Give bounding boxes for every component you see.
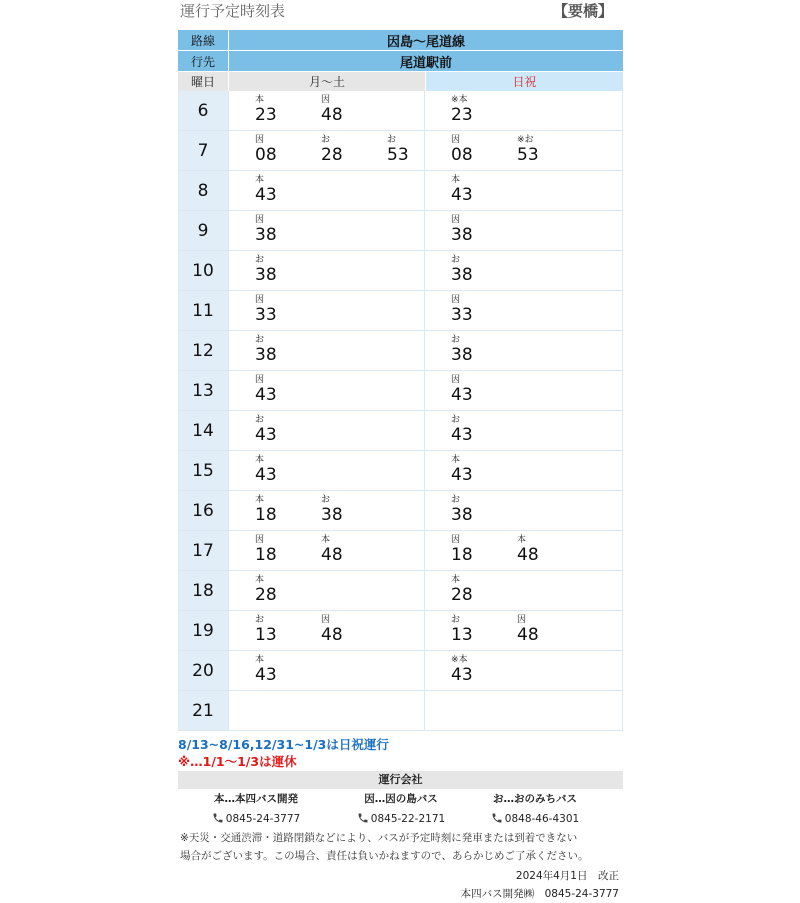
operator-mark: お xyxy=(451,335,461,345)
operator-mark: 因 xyxy=(321,615,331,625)
departure-minute: 38 xyxy=(451,265,473,285)
departure-minute: 48 xyxy=(517,545,539,565)
operator-mark: 本 xyxy=(255,575,265,585)
departure-minute: 28 xyxy=(451,585,473,605)
operator-innoshima xyxy=(326,791,476,827)
phone-icon xyxy=(212,812,224,824)
departure-minute: 38 xyxy=(451,505,473,525)
weekday-cell xyxy=(228,331,425,370)
suspension-note: ※…1/1〜1/3は運休 xyxy=(178,754,297,769)
hour-row xyxy=(178,91,623,131)
holiday-cell xyxy=(425,171,623,210)
operator-mark: 本 xyxy=(321,535,331,545)
operator-mark: 因 xyxy=(517,615,527,625)
hour-row xyxy=(178,131,623,171)
timetable-body xyxy=(178,91,623,731)
departure-minute: 18 xyxy=(255,545,277,565)
hour-row xyxy=(178,171,623,211)
holiday-cell xyxy=(425,251,623,290)
hour-row xyxy=(178,291,623,331)
hour-row xyxy=(178,611,623,651)
operator-mark: お xyxy=(321,495,331,505)
departure-minute: 38 xyxy=(451,225,473,245)
holiday-cell xyxy=(425,331,623,370)
operator-mark: 本 xyxy=(255,95,265,105)
operator-phone-number: 0848-46-4301 xyxy=(504,813,580,825)
title-bar xyxy=(178,0,623,30)
weekday-cell xyxy=(228,131,425,170)
hour-row xyxy=(178,651,623,691)
operator-name: お…おのみちバス xyxy=(493,793,577,805)
departure-minute: 08 xyxy=(255,145,277,165)
hour-row xyxy=(178,411,623,451)
operator-mark: お xyxy=(451,615,461,625)
departure-minute: 13 xyxy=(451,625,473,645)
hour-row xyxy=(178,211,623,251)
operator-mark: お xyxy=(451,415,461,425)
departure-minute: 23 xyxy=(255,105,277,125)
departure-minute: 48 xyxy=(321,625,343,645)
hour-label: 21 xyxy=(178,691,228,730)
hour-label: 17 xyxy=(178,531,228,570)
phone-icon xyxy=(491,812,503,824)
holiday-cell xyxy=(425,571,623,610)
operator-mark: お xyxy=(255,415,265,425)
operator-mark: 本 xyxy=(451,455,461,465)
hour-label: 6 xyxy=(178,91,228,130)
route-value: 因島〜尾道線 xyxy=(229,30,623,50)
holiday-cell xyxy=(425,451,623,490)
day-type-row xyxy=(178,72,623,91)
weekday-cell xyxy=(228,531,425,570)
departure-minute: 43 xyxy=(255,385,277,405)
departure-minute: 43 xyxy=(255,465,277,485)
departure-minute: 18 xyxy=(451,545,473,565)
weekday-cell xyxy=(228,211,425,250)
holiday-operation-note: 8/13~8/16,12/31~1/3は日祝運行 xyxy=(178,737,389,752)
disclaimer-line: 場合がございます。この場合、責任は負いかねますので、あらかじめご了承ください。 xyxy=(180,850,589,862)
hour-label: 14 xyxy=(178,411,228,450)
departure-minute: 38 xyxy=(255,345,277,365)
operators-title: 運行会社 xyxy=(178,771,623,789)
hour-label: 13 xyxy=(178,371,228,410)
weekday-cell xyxy=(228,651,425,690)
departure-minute: 33 xyxy=(451,305,473,325)
departure-minute: 38 xyxy=(451,345,473,365)
stop-name: 【要橋】 xyxy=(552,2,613,20)
operator-phone xyxy=(460,811,610,827)
departure-minute: 43 xyxy=(255,185,277,205)
departure-minute: 28 xyxy=(321,145,343,165)
operator-mark: 本 xyxy=(517,535,527,545)
timetable-sheet xyxy=(178,0,623,731)
hour-label: 8 xyxy=(178,171,228,210)
weekday-cell xyxy=(228,571,425,610)
operator-phone-number: 0845-24-3777 xyxy=(225,813,301,825)
operator-mark: ※本 xyxy=(451,655,468,665)
operator-phone xyxy=(326,811,476,827)
operator-mark: お xyxy=(255,255,265,265)
operator-mark: お xyxy=(387,135,397,145)
operator-mark: 因 xyxy=(255,375,265,385)
disclaimer-line: ※天災・交通渋滞・道路閉鎖などにより、バスが予定時刻に発車または到着できない xyxy=(180,832,578,844)
operator-mark: お xyxy=(255,615,265,625)
page-title: 運行予定時刻表 xyxy=(180,2,286,20)
weekday-header: 月〜土 xyxy=(229,72,425,91)
departure-minute: 38 xyxy=(321,505,343,525)
operator-mark: 因 xyxy=(451,215,461,225)
weekday-cell xyxy=(228,291,425,330)
weekday-cell xyxy=(228,371,425,410)
operator-onomichi xyxy=(460,791,610,827)
departure-minute: 53 xyxy=(517,145,539,165)
hour-row xyxy=(178,451,623,491)
hour-row xyxy=(178,531,623,571)
hour-row xyxy=(178,491,623,531)
destination-label: 行先 xyxy=(178,51,228,71)
holiday-cell xyxy=(425,491,623,530)
operator-mark: お xyxy=(451,495,461,505)
departure-minute: 33 xyxy=(255,305,277,325)
operator-phone xyxy=(181,811,331,827)
holiday-cell xyxy=(425,91,623,130)
operator-mark: 因 xyxy=(255,295,265,305)
hour-label: 15 xyxy=(178,451,228,490)
day-label: 曜日 xyxy=(178,72,228,91)
holiday-cell xyxy=(425,411,623,450)
weekday-cell xyxy=(228,251,425,290)
departure-minute: 43 xyxy=(255,425,277,445)
route-row xyxy=(178,30,623,50)
weekday-cell xyxy=(228,691,425,730)
holiday-cell xyxy=(425,651,623,690)
hour-row xyxy=(178,691,623,731)
departure-minute: 13 xyxy=(255,625,277,645)
departure-minute: 48 xyxy=(517,625,539,645)
operator-mark: お xyxy=(255,335,265,345)
operator-honshi xyxy=(181,791,331,827)
departure-minute: 08 xyxy=(451,145,473,165)
operator-name: 本…本四バス開発 xyxy=(214,793,298,805)
departure-minute: 53 xyxy=(387,145,409,165)
departure-minute: 43 xyxy=(255,665,277,685)
operator-mark: 因 xyxy=(255,135,265,145)
operator-mark: 本 xyxy=(255,495,265,505)
hour-row xyxy=(178,251,623,291)
operator-mark: 本 xyxy=(451,575,461,585)
weekday-cell xyxy=(228,411,425,450)
departure-minute: 43 xyxy=(451,465,473,485)
departure-minute: 43 xyxy=(451,665,473,685)
operator-mark: 本 xyxy=(255,455,265,465)
departure-minute: 43 xyxy=(451,185,473,205)
operator-mark: 本 xyxy=(255,655,265,665)
operator-mark: 因 xyxy=(451,295,461,305)
weekday-cell xyxy=(228,171,425,210)
hour-label: 10 xyxy=(178,251,228,290)
holiday-cell xyxy=(425,211,623,250)
departure-minute: 48 xyxy=(321,105,343,125)
hour-row xyxy=(178,331,623,371)
hour-label: 18 xyxy=(178,571,228,610)
issuer: 本四バス開発㈱ 0845-24-3777 xyxy=(460,888,619,900)
operator-mark: お xyxy=(451,255,461,265)
operator-mark: 因 xyxy=(255,535,265,545)
departure-minute: 43 xyxy=(451,385,473,405)
operators-list xyxy=(178,789,623,829)
hour-row xyxy=(178,571,623,611)
hour-label: 7 xyxy=(178,131,228,170)
operator-mark: 本 xyxy=(451,175,461,185)
disclaimer xyxy=(178,829,623,865)
departure-minute: 48 xyxy=(321,545,343,565)
hour-row xyxy=(178,371,623,411)
departure-minute: 43 xyxy=(451,425,473,445)
hour-label: 19 xyxy=(178,611,228,650)
hour-label: 11 xyxy=(178,291,228,330)
operator-mark: ※お xyxy=(517,135,534,145)
hour-label: 20 xyxy=(178,651,228,690)
weekday-cell xyxy=(228,611,425,650)
holiday-cell xyxy=(425,691,623,730)
weekday-cell xyxy=(228,451,425,490)
operator-mark: 因 xyxy=(255,215,265,225)
holiday-cell xyxy=(425,371,623,410)
notes-section xyxy=(178,735,623,903)
revision-date: 2024年4月1日 改正 xyxy=(515,870,619,882)
holiday-cell xyxy=(425,291,623,330)
operator-phone-number: 0845-22-2171 xyxy=(370,813,446,825)
departure-minute: 38 xyxy=(255,225,277,245)
operator-mark: お xyxy=(321,135,331,145)
operator-mark: 因 xyxy=(451,535,461,545)
destination-row xyxy=(178,51,623,71)
operator-mark: 因 xyxy=(451,375,461,385)
hour-label: 16 xyxy=(178,491,228,530)
holiday-cell xyxy=(425,131,623,170)
holiday-header: 日祝 xyxy=(426,72,623,91)
phone-icon xyxy=(357,812,369,824)
route-label: 路線 xyxy=(178,30,228,50)
hour-label: 9 xyxy=(178,211,228,250)
operator-mark: ※本 xyxy=(451,95,468,105)
destination-value: 尾道駅前 xyxy=(229,51,623,71)
weekday-cell xyxy=(228,491,425,530)
hour-label: 12 xyxy=(178,331,228,370)
departure-minute: 28 xyxy=(255,585,277,605)
holiday-cell xyxy=(425,531,623,570)
operator-mark: 本 xyxy=(255,175,265,185)
weekday-cell xyxy=(228,91,425,130)
departure-minute: 18 xyxy=(255,505,277,525)
operator-mark: 因 xyxy=(321,95,331,105)
departure-minute: 38 xyxy=(255,265,277,285)
holiday-cell xyxy=(425,611,623,650)
departure-minute: 23 xyxy=(451,105,473,125)
operator-name: 因…因の島バス xyxy=(364,793,438,805)
operator-mark: 因 xyxy=(451,135,461,145)
